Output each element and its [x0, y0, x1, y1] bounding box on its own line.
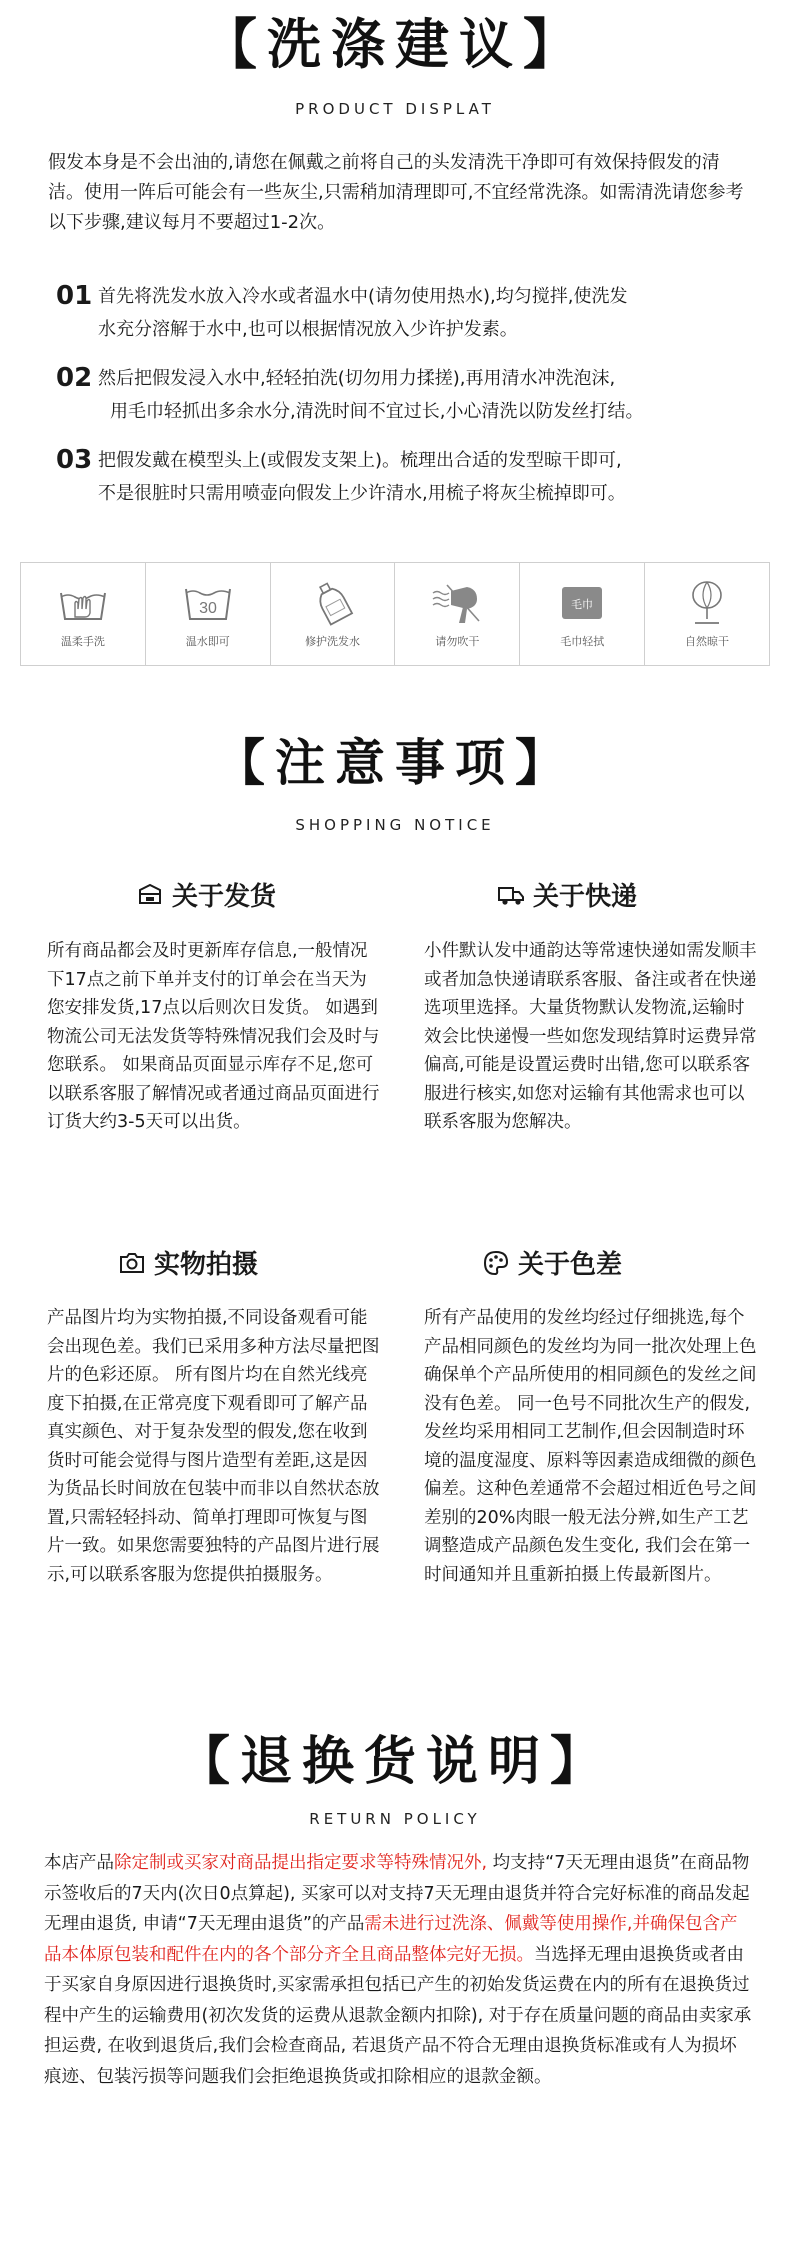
- shipping-body: 所有商品都会及时更新库存信息,一般情况下17点之前下单并支付的订单会在当天为您安排发货,17点以后则次日发货。 如遇到物流公司无法发货等特殊情况我们会及时与您联系。 如果商品页面显示库存不足,您可以联系客服了解情况或者通过商品页面进行订货大约3-5天可以出货。: [47, 941, 380, 1132]
- package-icon: [136, 881, 164, 909]
- step-text-line2: 用毛巾轻抓出多余水分,清洗时间不宜过长,小心清洗以防发丝打结。: [110, 401, 644, 422]
- care-item-hand-wash: [21, 563, 146, 665]
- care-item-shampoo: [271, 563, 396, 665]
- return-text-part3: 当选择无理由退换货或者由于买家自身原因进行退换货时,买家需承担包括已产生的初始发货运费在内的所有在退换货过程中产生的运输费用(初次发货的运费从退款金额内扣除), 对于存在质量问题的商品由卖家承担运费, 在收到退货后,我们会检查商品, 若退货产品不符合无理由退换货标准或有人为损坏痕迹、包装污损等问题我们会拒绝退换货或扣除相应的退款金额。: [44, 1944, 752, 2087]
- step-text-line1: 首先将洗发水放入冷水或者温水中(请勿使用热水),均匀搅拌,使洗发: [98, 286, 628, 307]
- return-section-subtitle: RETURN POLICY: [309, 1810, 481, 1828]
- care-label: 请勿吹干: [435, 635, 480, 648]
- photo-body: 产品图片均为实物拍摄,不同设备观看可能会出现色差。我们已采用多种方法尽量把图片的色彩还原。 所有图片均在自然光线亮度下拍摄,在正常亮度下观看即可了解产品真实颜色、对于复杂发型的假发,您在收到货时可能会觉得与图片造型有差距,这是因为货品长时间放在包装中而非以自然状态放置,只需轻轻抖动、简单打理即可恢复与图片一致。如果您需要独特的产品图片进行展示,可以联系客服为您提供拍摄服务。: [47, 1308, 380, 1585]
- delivery-truck-icon: [497, 881, 525, 909]
- photo-title: 实物拍摄: [154, 1250, 259, 1280]
- photo-heading: [118, 1244, 258, 1281]
- care-label: 自然晾干: [685, 635, 730, 648]
- care-item-no-blow-dry: [395, 563, 520, 665]
- air-dry-stand-icon: [679, 579, 735, 627]
- care-icons-row: [20, 562, 770, 666]
- care-item-air-dry: [645, 563, 769, 665]
- color-heading: [482, 1244, 622, 1281]
- care-label: 温柔手洗: [60, 635, 105, 648]
- shampoo-bottle-icon: [305, 579, 361, 627]
- wash-section-title: 【洗涤建议】: [203, 13, 587, 76]
- care-label: 毛巾轻拭: [560, 635, 605, 648]
- wash-step-2: [56, 362, 756, 422]
- hand-wash-icon: [55, 579, 111, 627]
- return-policy-text: [44, 1848, 754, 2092]
- return-text-condition: 需未进行过洗涤、佩戴等使用操作,并确保包含产品本体原包装和配件在内的各个部分齐全且商品整体完好无损。: [44, 1914, 738, 1965]
- warm-water-icon: [180, 579, 236, 627]
- step-text-line2: 不是很脏时只需用喷壶向假发上少许清水,用梳子将灰尘梳掉即可。: [98, 483, 626, 504]
- notice-section-title: 【注意事项】: [215, 734, 575, 792]
- step-text-line2: 水充分溶解于水中,也可以根据情况放入少许护发素。: [98, 319, 518, 340]
- care-item-towel: [520, 563, 645, 665]
- return-text-part2: 均支持“7天无理由退货”在商品物示签收后的7天内(次日0点算起), 买家可以对支持7天无理由退货并符合完好标准的商品发起无理由退货, 申请“7天无理由退货”的产品: [44, 1853, 750, 1934]
- express-heading: [497, 876, 637, 913]
- color-body: 所有产品使用的发丝均经过仔细挑选,每个产品相同颜色的发丝均为同一批次处理上色确保单个产品所使用的相同颜色的发丝之间没有色差。 同一色号不同批次生产的假发,发丝均采用相同工艺制作,但会因制造时环境的温度湿度、原料等因素造成细微的颜色偏差。这种色差通常不会超过相近色号之间差别的20%肉眼一般无法分辨,如生产工艺调整造成产品颜色发生变化, 我们会在第一时间通知并且重新拍摄上传最新图片。: [424, 1308, 757, 1585]
- step-number: 02: [56, 363, 93, 393]
- shipping-title: 关于发货: [172, 882, 277, 912]
- shipping-heading: [136, 876, 276, 913]
- care-item-warm-water: [146, 563, 271, 665]
- temperature-number: 30: [198, 600, 217, 617]
- step-text-line1: 然后把假发浸入水中,轻轻拍洗(切勿用力揉搓),再用清水冲洗泡沫,: [98, 368, 616, 389]
- care-label: 修护洗发水: [305, 635, 361, 648]
- wash-section-subtitle: PRODUCT DISPLAT: [295, 100, 495, 118]
- express-title: 关于快递: [533, 882, 638, 912]
- care-label: 温水即可: [185, 635, 230, 648]
- return-section-title: 【退换货说明】: [177, 1732, 612, 1792]
- no-blow-dry-icon: [429, 579, 485, 627]
- return-text-exception: 除定制或买家对商品提出指定要求等特殊情况外,: [114, 1853, 488, 1873]
- step-number: 01: [56, 281, 93, 311]
- step-number: 03: [56, 445, 93, 475]
- step-text-line1: 把假发戴在模型头上(或假发支架上)。梳理出合适的发型晾干即可,: [98, 450, 622, 471]
- wash-intro: 假发本身是不会出油的,请您在佩戴之前将自己的头发清洗干净即可有效保持假发的清洁。使用一阵后可能会有一些灰尘,只需稍加清理即可,不宜经常洗涤。如需清洗请您参考以下步骤,建议每月不要超过1-2次。: [48, 152, 744, 233]
- towel-tag: 毛巾: [571, 598, 594, 611]
- color-title: 关于色差: [518, 1250, 623, 1280]
- return-text-part1: 本店产品: [44, 1853, 114, 1873]
- notice-section-subtitle: SHOPPING NOTICE: [295, 816, 495, 834]
- towel-icon: [554, 579, 610, 627]
- camera-icon: [118, 1249, 146, 1277]
- wash-step-1: [56, 280, 756, 340]
- express-body: 小件默认发中通韵达等常速快递如需发顺丰或者加急快递请联系客服、备注或者在快递选项里选择。大量货物默认发物流,运输时效会比快递慢一些如您发现结算时运费异常偏高,可能是设置运费时出错,您可以联系客服进行核实,如您对运输有其他需求也可以联系客服为您解决。: [424, 941, 757, 1132]
- wash-step-3: [56, 444, 756, 504]
- palette-icon: [482, 1249, 510, 1277]
